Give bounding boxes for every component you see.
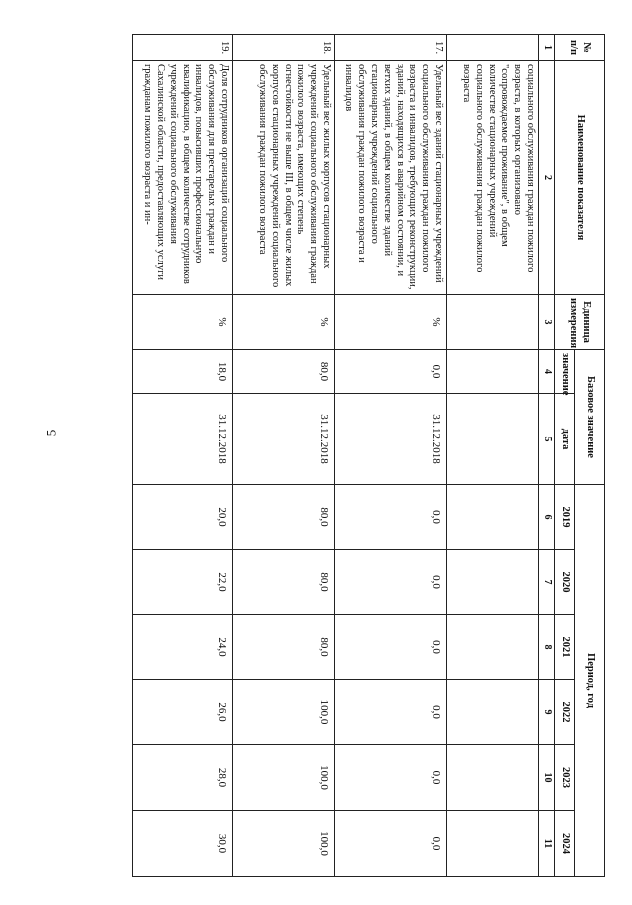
row-value: 0,0 [335,485,447,550]
col-number: 7 [539,550,555,615]
header-no: № п/п [555,35,605,61]
row-value: 100,0 [233,680,335,745]
header-base-value: значение [555,350,575,394]
header-year: 2023 [555,745,575,811]
header-year: 2019 [555,485,575,550]
header-year: 2020 [555,550,575,615]
header-year: 2022 [555,680,575,745]
header-unit: Единица измерения [555,295,605,350]
col-number: 11 [539,811,555,877]
row-value: 80,0 [233,485,335,550]
row-name: Удельный вес зданий стационарных учреждений социального обслуживания граждан пожилого возраста и инвалидов, требующих реконструкции, зданий, находящихся в аварийном состоянии, и ветхих зданий, в общем количестве зданий стационарных учреждений социального обслуживания граждан пожилого возраста и инвалидов [335,61,447,295]
row-base-date: 31.12.2018 [133,394,233,485]
row-value: 0,0 [335,680,447,745]
row-value: 26,0 [133,680,233,745]
rotated-page [109,34,605,876]
row-value [447,615,539,680]
row-name: Доля сотрудников организаций социального обслуживания для престарелых граждан и инвалидов, повысивших профессиональную квалификацию, в общем количестве сотрудников учреждений социального обслуживания Сахалинской области, предоставляющих услуги гражданам пожилого возраста и ин- [133,61,233,295]
row-value [447,811,539,877]
row-value: 0,0 [335,550,447,615]
row-base-value: 0,0 [335,350,447,394]
row-unit: % [133,295,233,350]
row-value: 0,0 [335,811,447,877]
row-base-date: 31.12.2018 [233,394,335,485]
row-name: Удельный вес жилых корпусов стационарных учреждений социального обслуживания граждан пожилого возраста, имеющих степень огнестойкости не выше III, в общем числе жилых корпусов стационарных учреждений социального обслуживания граждан пожилого возраста [233,61,335,295]
header-base-date: дата [555,394,575,485]
row-base-value: 18,0 [133,350,233,394]
col-number: 2 [539,61,555,295]
row-no [447,35,539,61]
page-number: 5 [43,429,59,437]
row-base-date: 31.12.2018 [335,394,447,485]
row-value: 100,0 [233,811,335,877]
header-name: Наименование показателя [555,61,605,295]
row-name: социального обслуживания граждан пожилого возраста, в которых организовано "сопровождаемое проживание", в общем количестве стационарных учреждений социального обслуживания граждан пожилого возраста [447,61,539,295]
row-value [447,745,539,811]
row-value: 22,0 [133,550,233,615]
row-value: 28,0 [133,745,233,811]
header-year: 2021 [555,615,575,680]
header-year: 2024 [555,811,575,877]
row-value [447,485,539,550]
row-value [447,680,539,745]
header-period: Период, год [575,485,605,877]
row-base-value [447,350,539,394]
row-no: 18. [233,35,335,61]
row-base-date [447,394,539,485]
table-row [447,35,539,877]
table-row [233,35,335,877]
col-number: 4 [539,350,555,394]
col-number: 1 [539,35,555,61]
col-number: 5 [539,394,555,485]
row-value: 100,0 [233,745,335,811]
row-value: 80,0 [233,550,335,615]
table-row [133,35,233,877]
col-number: 8 [539,615,555,680]
row-no: 19. [133,35,233,61]
row-value: 0,0 [335,615,447,680]
col-number: 6 [539,485,555,550]
col-number: 10 [539,745,555,811]
row-unit: % [335,295,447,350]
row-value: 20,0 [133,485,233,550]
row-unit [447,295,539,350]
row-value: 24,0 [133,615,233,680]
table-row [335,35,447,877]
row-value: 30,0 [133,811,233,877]
header-base: Базовое значение [575,350,605,485]
row-value [447,550,539,615]
col-number: 9 [539,680,555,745]
row-base-value: 80,0 [233,350,335,394]
row-no: 17. [335,35,447,61]
row-value: 80,0 [233,615,335,680]
indicators-table [132,34,605,877]
row-unit: % [233,295,335,350]
row-value: 0,0 [335,745,447,811]
col-number: 3 [539,295,555,350]
